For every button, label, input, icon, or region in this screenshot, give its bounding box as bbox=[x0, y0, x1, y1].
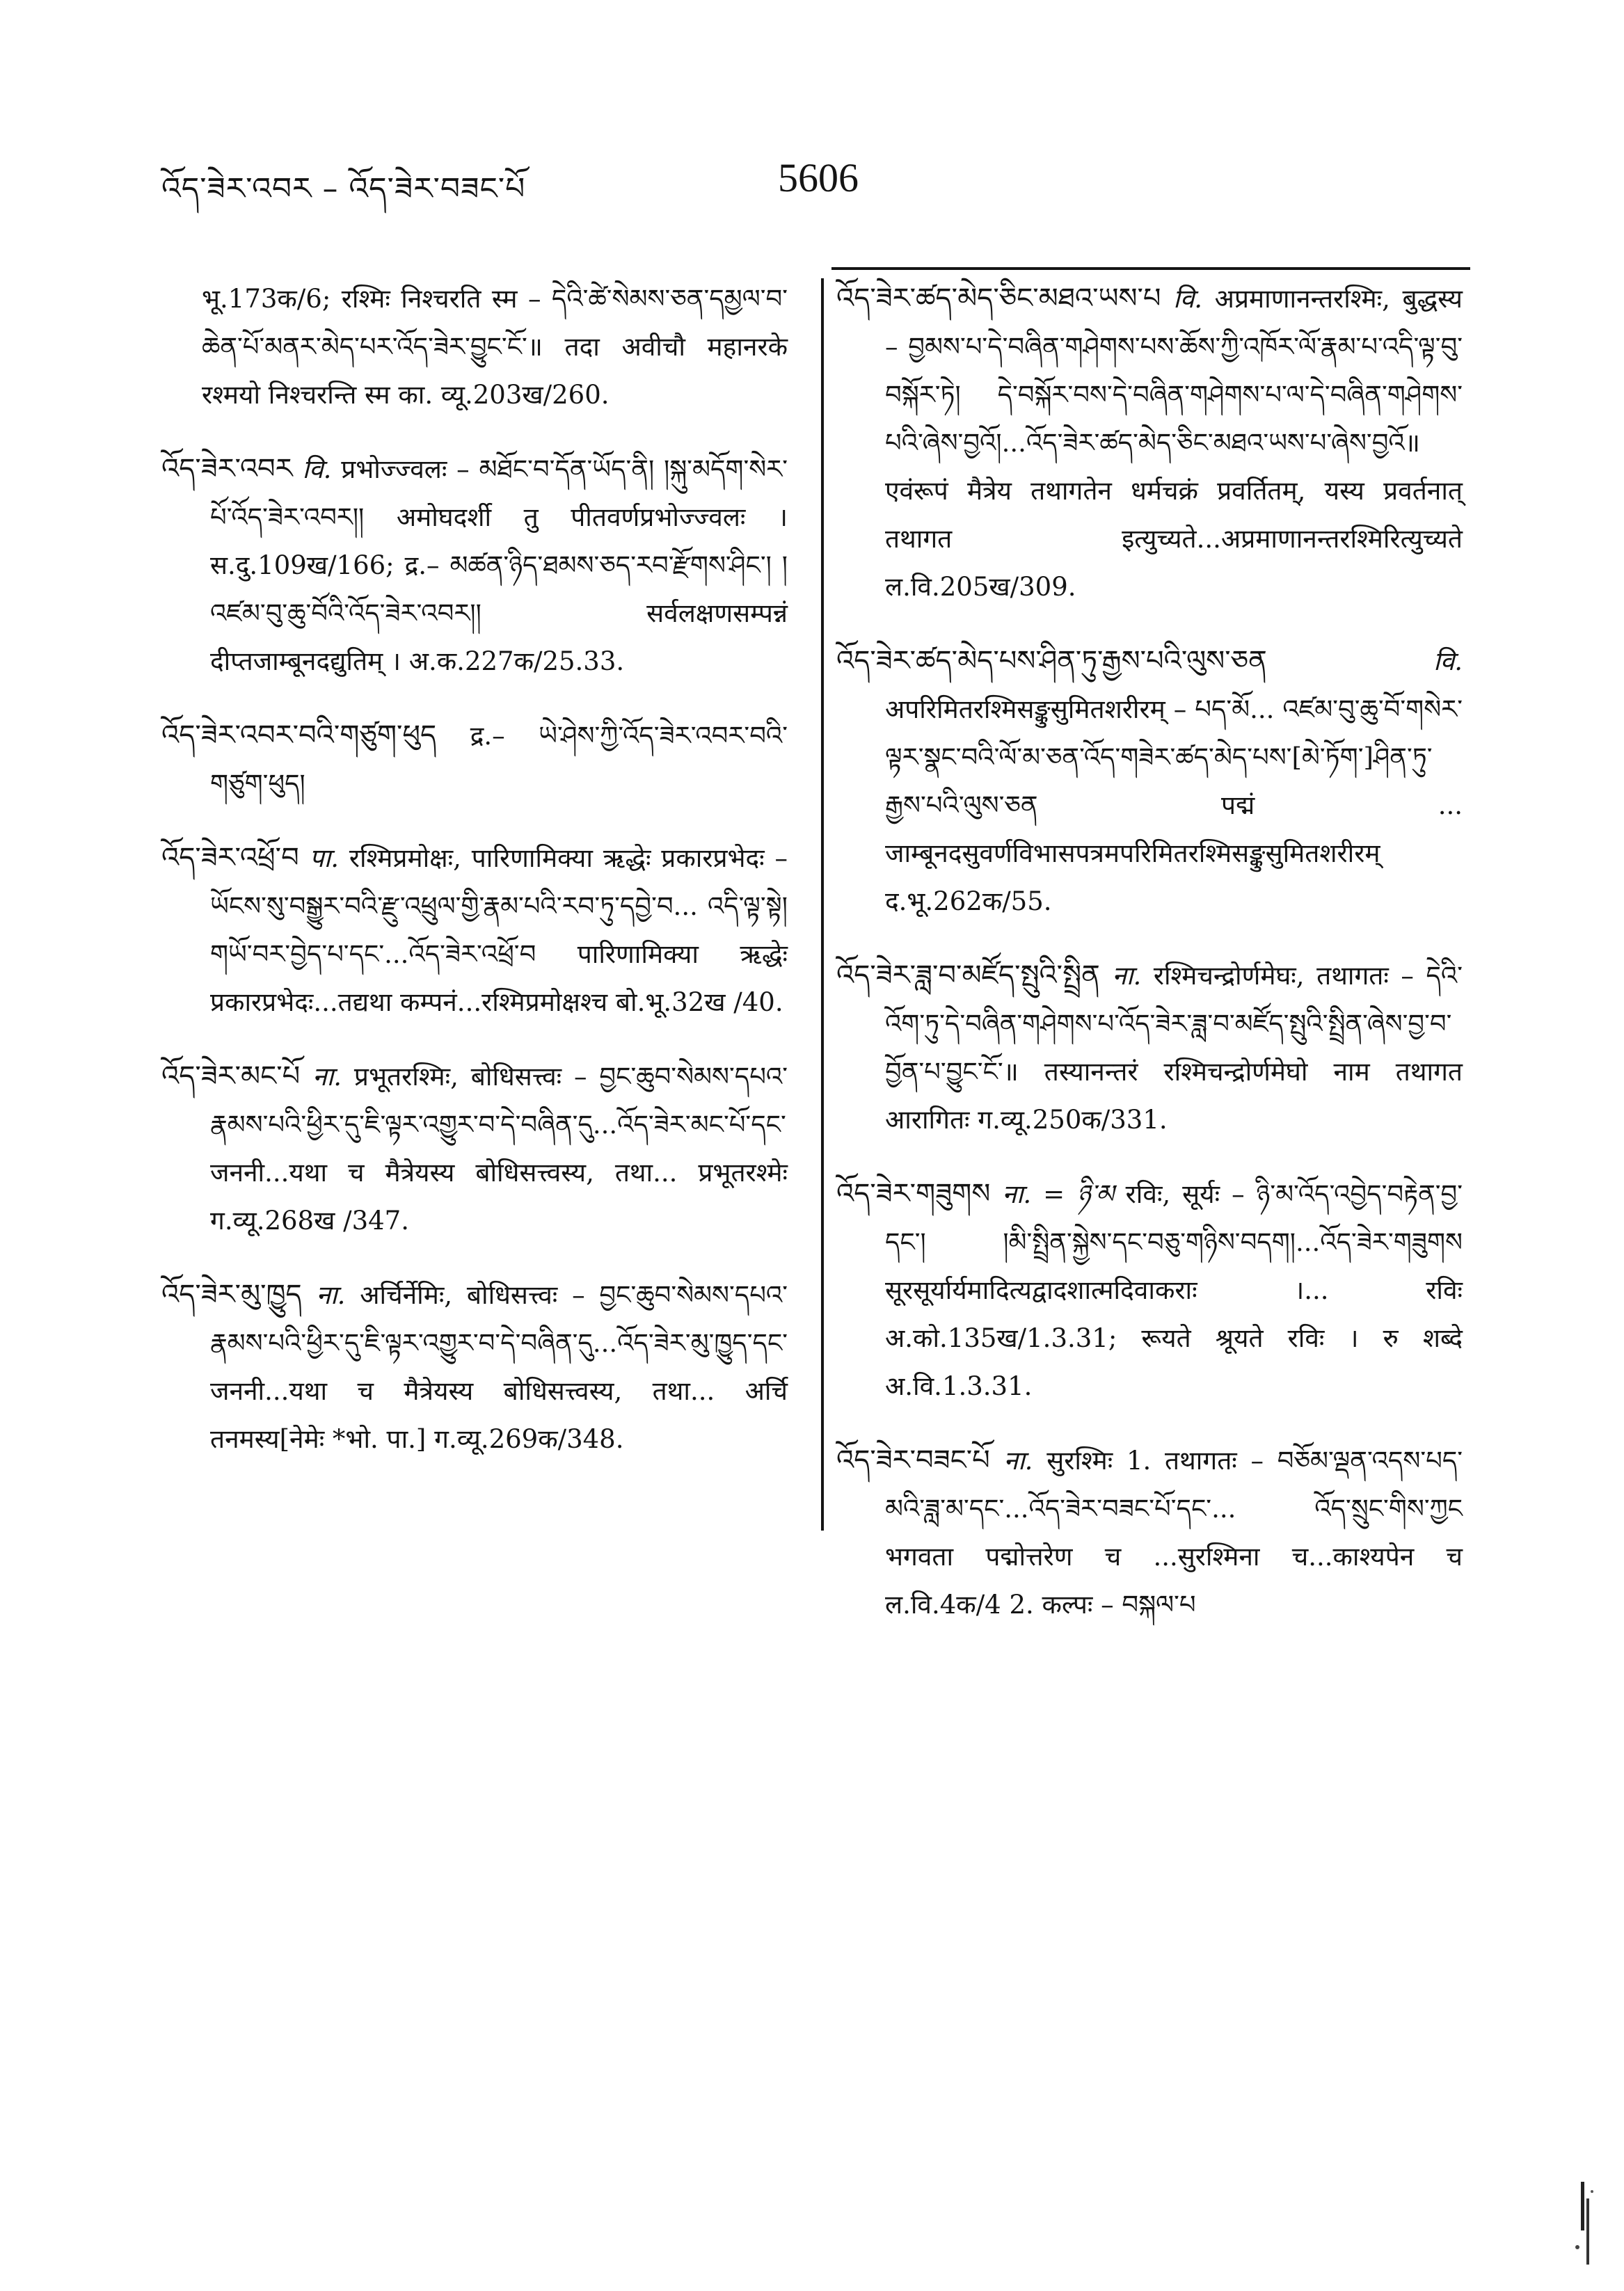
entry-body: अप्रमाणानन्तरश्मिः, बुद्धस्य – བྱམས་པ་དེ་བཞིན་གཤེགས་པས་ཆོས་ཀྱི་འཁོར་ལོ་རྣམ་པ་འདི་ལྟ་བུ་བསྐོར་ཏེ། དེ་བསྐོར་བས་དེ་བཞིན་གཤེགས་པ་ལ་དེ་བཞིན་གཤེགས་པའི་ཞེས་བྱའོ།...འོད་ཟེར་ཚད་མེད་ཅིང་མཐའ་ཡས་པ་ཞེས་བྱའོ॥ एवंरूपं मैत्रेय तथागतेन धर्मचक्रं प्रवर्तितम्, यस्य प्रवर्तनात् तथागत इत्युच्यते...अप्रमाणानन्तरश्मिरित्युच्यते ल.वि.205ख/309. bbox=[885, 284, 1463, 602]
entry-body: अपरिमितरश्मिसङ्कुसुमितशरीरम् – པད་མོ... འཛམ་བུ་ཆུ་བོ་གསེར་ལྟར་སྣང་བའི་ལོ་མ་ཅན་འོད་གཟེར་ཚད་མེད་པས་[མེ་ཏོག་]ཤིན་ཏུ་རྒྱས་པའི་ལུས་ཅན पद्मं ... जाम्बूनदसुवर्णविभासपत्रमपरिमितरश्मिसङ्कुसुमितशरीरम् द.भू.262क/55. bbox=[885, 694, 1463, 916]
entry-headword: འོད་ཟེར་འཕྲོ་བ bbox=[161, 842, 299, 874]
dictionary-entry bbox=[161, 445, 788, 685]
entry-body: द्र.– ཡེ་ཤེས་ཀྱི་འོད་ཟེར་འབར་བའི་གཙུག་ཕུད། bbox=[210, 721, 788, 799]
entry-body: रविः, सूर्यः – ཉི་མ་འོད་འབྱེད་བརྟེན་བྱ་དང་། །མི་སྤྲིན་སྐྱེས་དང་བཅུ་གཉིས་བདག།...འོད་ཟེར་གཟུགས सूरसूर्यार्यमादित्यद्वादशात्मदिवाकराः ।... रविः अ.को.135ख/1.3.31; रूयते श्रूयते रविः । रु शब्दे अ.वि.1.3.31. bbox=[885, 1179, 1463, 1401]
left-column bbox=[161, 275, 788, 1490]
entry-grammar: ना. bbox=[1112, 961, 1142, 991]
entry-grammar: ना. bbox=[1003, 1446, 1033, 1476]
entry-body: सुरश्मिः 1. तथागतः – བཅོམ་ལྡན་འདས་པད་མའི་ཟླ་མ་དང་...འོད་ཟེར་བཟང་པོ་དང་... འོད་སྲུང་གིས་ཀྱང भगवता पद्मोत्तरेण च ...सुरश्मिना च...काश्यपेन च ल.वि.4क/4 2. कल्पः – བསྐལ་པ bbox=[885, 1446, 1463, 1620]
entry-grammar: ना. bbox=[312, 1062, 342, 1092]
dictionary-entry bbox=[836, 1170, 1463, 1410]
header-rule bbox=[831, 267, 1470, 270]
column-divider bbox=[821, 278, 824, 1531]
scan-specks bbox=[1571, 2178, 1599, 2275]
entry-headword: འོད་ཟེར་འབར bbox=[161, 453, 293, 485]
dictionary-entry bbox=[836, 1437, 1463, 1629]
entry-headword: འོད་ཟེར་ཟླ་བ་མཛོད་སྤུའི་སྤྲིན bbox=[836, 959, 1100, 991]
entry-headword: འོད་ཟེར་མང་པོ bbox=[161, 1060, 301, 1092]
dictionary-entry bbox=[161, 1271, 788, 1463]
dictionary-entry bbox=[836, 275, 1463, 611]
entry-headword: འོད་ཟེར་ཚད་མེད་ཅིང་མཐའ་ཡས་པ bbox=[836, 282, 1161, 314]
page-number: 5606 bbox=[778, 155, 859, 200]
entry-grammar: ना. = ཉི་མ bbox=[1002, 1179, 1114, 1209]
entry-headword: འོད་ཟེར་མུ་ཁྱུད bbox=[161, 1279, 302, 1311]
running-head: འོད་ཟེར་འབར – འོད་ཟེར་བཟང་པོ bbox=[161, 171, 526, 207]
dictionary-entry bbox=[161, 1053, 788, 1245]
entry-body: रश्मिप्रमोक्षः, पारिणामिक्या ऋद्धेः प्रकारप्रभेदः – ཡོངས་སུ་བསྒྱུར་བའི་རྫུ་འཕྲུལ་གྱི་རྣམ་པའི་རབ་ཏུ་དབྱེ་བ... འདི་ལྟ་སྟེ། གཡོ་བར་བྱེད་པ་དང་...འོད་ཟེར་འཕྲོ་བ पारिणामिक्या ऋद्धेः प्रकारप्रभेदः...तद्यथा कम्पनं...रश्मिप्रमोक्षश्च बो.भू.32ख /40. bbox=[210, 843, 788, 1017]
entry-grammar: ना. bbox=[316, 1280, 346, 1310]
entry-grammar: वि. bbox=[302, 454, 332, 484]
dictionary-entry bbox=[836, 637, 1463, 925]
entry-body: प्रभोज्ज्वलः – མཐོང་བ་དོན་ཡོད་ནི། །སྐུ་མདོག་སེར་པོ་འོད་ཟེར་འབར།། अमोघदर्शी तु पीतवर्णप्रभोज्ज्वलः । स.दु.109ख/166; द्र.– མཚན་ཉིད་ཐམས་ཅད་རབ་རྫོགས་ཤིང་། །འཛམ་བུ་ཆུ་བོའི་འོད་ཟེར་འབར།། सर्वलक्षणसम्पन्नं दीप्तजाम्बूनदद्युतिम् । अ.क.227क/25.33. bbox=[210, 454, 788, 676]
entry-body: रश्मिचन्द्रोर्णमेघः, तथागतः – དེའི་འོག་ཏུ་དེ་བཞིན་གཤེགས་པ་འོད་ཟེར་ཟླ་བ་མཛོད་སྤུའི་སྤྲིན་ཞེས་བྱ་བ་བྱོན་པ་བྱུང་ངོ་॥ तस्यानन्तरं रश्मिचन्द्रोर्णमेघो नाम तथागत आरागितः ग.व्यू.250क/331. bbox=[885, 961, 1463, 1135]
entry-headword: འོད་ཟེར་ཚད་མེད་པས་ཤིན་ཏུ་རྒྱས་པའི་ལུས་ཅན bbox=[836, 645, 1267, 677]
entry-grammar: वि. bbox=[1173, 284, 1203, 314]
right-column bbox=[836, 275, 1463, 1655]
entry-body: अर्चिर्नेमिः, बोधिसत्त्वः – བྱང་ཆུབ་སེམས་དཔའ་རྣམས་པའི་ཕྱིར་དུ་ཇི་ལྟར་འགྱུར་བ་དེ་བཞིན་དུ...འོད་ཟེར་མུ་ཁྱུད་དང་ जननी...यथा च मैत्रेयस्य बोधिसत्त्वस्य, तथा... अर्चि तनमस्य[नेमेः *भो. पा.] ग.व्यू.269क/348. bbox=[210, 1280, 788, 1454]
entry-headword: འོད་ཟེར་གཟུགས bbox=[836, 1178, 991, 1210]
entry-body: प्रभूतरश्मिः, बोधिसत्त्वः – བྱང་ཆུབ་སེམས་དཔའ་རྣམས་པའི་ཕྱིར་དུ་ཇི་ལྟར་འགྱུར་བ་དེ་བཞིན་དུ...འོད་ཟེར་མང་པོ་དང་ जननी...यथा च मैत्रेयस्य बोधिसत्त्वस्य, तथा... प्रभूतरश्मेः ग.व्यू.268ख /347. bbox=[210, 1062, 788, 1236]
entry-headword: འོད་ཟེར་བཟང་པོ bbox=[836, 1444, 990, 1476]
dictionary-entry bbox=[161, 712, 788, 808]
entry-body: भू.173क/6; रश्मिः निश्चरति स्म – དེའི་ཚེ་སེམས་ཅན་དམྱལ་བ་ཆེན་པོ་མནར་མེད་པར་འོད་ཟེར་བྱུང་ངོ་॥ तदा अवीचौ महानरके रश्मयो निश्चरन्ति स्म का. व्यू.203ख/260. bbox=[202, 284, 788, 410]
entry-headword: འོད་ཟེར་འབར་བའི་གཙུག་ཕུད bbox=[161, 719, 437, 751]
dictionary-entry bbox=[836, 952, 1463, 1144]
dictionary-entry bbox=[161, 834, 788, 1026]
entry-grammar: पा. bbox=[309, 843, 339, 873]
entry-grammar: वि. bbox=[1433, 646, 1463, 676]
dictionary-entry bbox=[161, 275, 788, 419]
